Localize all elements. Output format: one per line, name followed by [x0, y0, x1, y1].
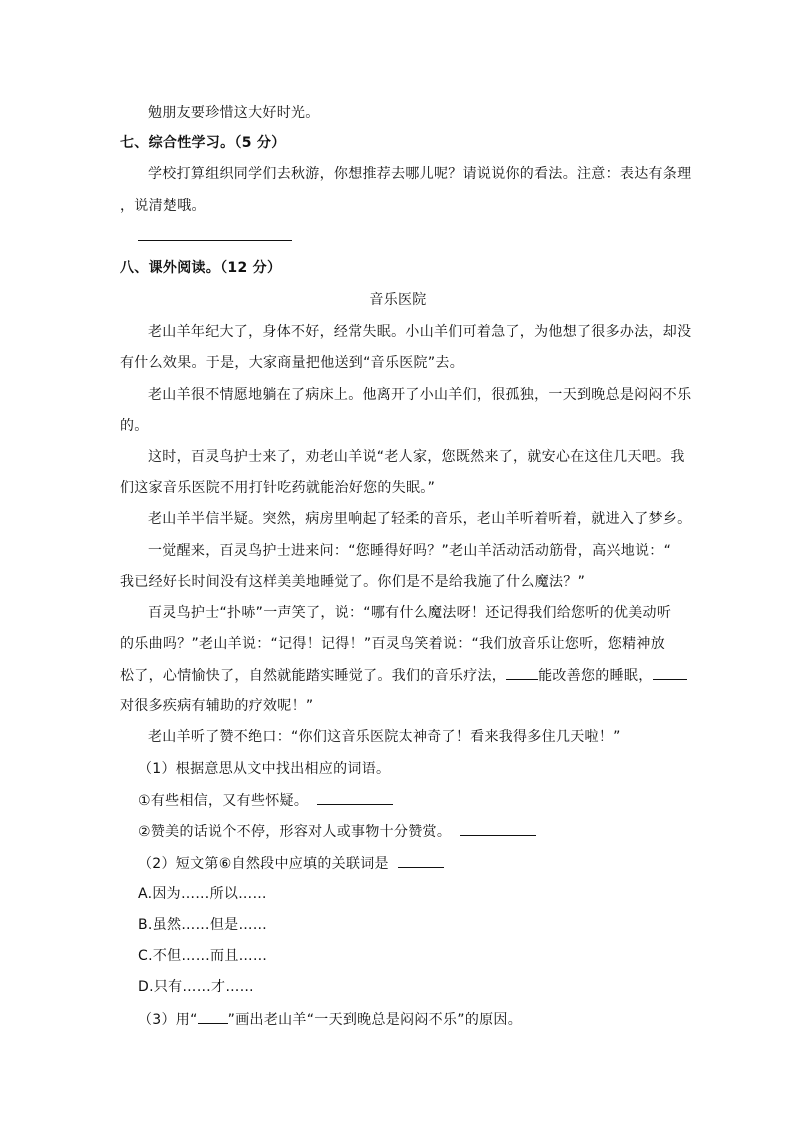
section-heading-8: 八、课外阅读。（12 分）: [120, 260, 282, 276]
item-text: ①有些相信，又有些怀疑。: [138, 793, 309, 809]
passage-line: 的。: [120, 418, 149, 434]
answer-blank[interactable]: [138, 240, 292, 241]
answer-blank-1[interactable]: [317, 790, 393, 805]
passage-line: 老山羊很不情愿地躺在了病床上。他离开了小山羊们，很孤独，一天到晚总是闷闷不乐: [148, 387, 692, 403]
underline-sample: [198, 1009, 228, 1024]
passage-line: 老山羊年纪大了，身体不好，经常失眠。小山羊们可着急了，为他想了很多办法，却没: [148, 324, 692, 340]
section-heading-7: 七、综合性学习。（5 分）: [120, 135, 286, 151]
passage-line: 的乐曲吗？”老山羊说：“记得！记得！”百灵鸟笑着说：“我们放音乐让您听，您精神放: [120, 636, 666, 652]
question-text: ”画出老山羊“一天到晚总是闷闷不乐”的原因。: [227, 1012, 523, 1028]
option-b[interactable]: B.虽然……但是……: [138, 917, 268, 933]
passage-line: 对很多疾病有辅助的疗效呢！”: [120, 698, 314, 714]
question-1-item-2: [138, 821, 694, 842]
question-3: [138, 1009, 694, 1030]
question-text: 学校打算组织同学们去秋游，你想推荐去哪儿呢？请说说你的看法。注意：表达有条理: [148, 166, 692, 182]
answer-blank-2[interactable]: [460, 821, 536, 836]
question-1-item-1: [138, 790, 694, 811]
question-2: [138, 853, 694, 874]
connective-blank-1[interactable]: [506, 665, 538, 680]
passage-line-with-blanks: [120, 665, 676, 686]
option-d[interactable]: D.只有……才……: [138, 979, 254, 995]
passage-segment: 能改善您的睡眠，: [538, 668, 653, 684]
passage-line: 老山羊听了赞不绝口：“你们这音乐医院太神奇了！看来我得多住几天啦！”: [148, 729, 621, 745]
question-text: （3）用“: [138, 1012, 198, 1028]
passage-segment: 松了，心情愉快了，自然就能踏实睡觉了。我们的音乐疗法，: [120, 668, 507, 684]
passage-line: 百灵鸟护士“扑哧”一声笑了，说：“哪有什么魔法呀！还记得我们给您听的优美动听: [148, 605, 672, 621]
text-line: 勉朋友要珍惜这大好时光。: [148, 105, 320, 121]
passage-line: 一觉醒来，百灵鸟护士进来问：“您睡得好吗？”老山羊活动活动筋骨，高兴地说：“: [148, 543, 672, 559]
passage-line: 有什么效果。于是，大家商量把他送到“音乐医院”去。: [120, 355, 465, 371]
option-c[interactable]: C.不但……而且……: [138, 948, 268, 964]
question-text: （2）短文第⑥自然段中应填的关联词是: [138, 856, 389, 872]
passage-line: 们这家音乐医院不用打针吃药就能治好您的失眠。”: [120, 480, 436, 496]
passage-line: 老山羊半信半疑。突然，病房里响起了轻柔的音乐，老山羊听着听着，就进入了梦乡。: [148, 511, 692, 527]
connective-blank-2[interactable]: [653, 665, 687, 680]
answer-blank-3[interactable]: [398, 853, 444, 868]
passage-title: 音乐医院: [369, 292, 427, 308]
passage-line: 这时，百灵鸟护士来了，劝老山羊说“老人家，您既然来了，就安心在这住几天吧。我: [148, 449, 685, 465]
question-text-cont: ，说清楚哦。: [120, 198, 206, 214]
passage-line: 我已经好长时间没有这样美美地睡觉了。你们是不是给我施了什么魔法？”: [120, 574, 586, 590]
option-a[interactable]: A.因为……所以……: [138, 886, 267, 902]
question-1: （1）根据意思从文中找出相应的词语。: [138, 761, 391, 777]
item-text: ②赞美的话说个不停，形容对人或事物十分赞赏。: [138, 824, 452, 840]
